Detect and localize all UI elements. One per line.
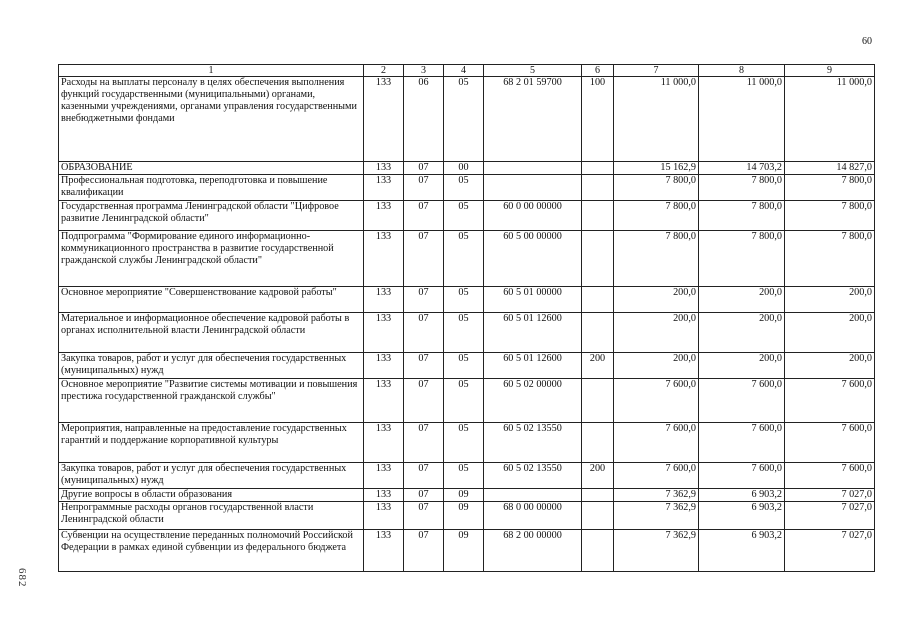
header-row (59, 65, 875, 77)
cell-code-3: 07 (404, 463, 444, 489)
cell-code-2: 133 (364, 313, 404, 353)
cell-amount-7: 7 800,0 (614, 201, 699, 231)
column-header: 8 (699, 65, 785, 77)
table-row (59, 162, 875, 175)
table-row (59, 287, 875, 313)
table-row (59, 353, 875, 379)
row-name: Закупка товаров, работ и услуг для обеспечения государственных (муниципальных) нужд (59, 353, 364, 379)
column-header: 6 (582, 65, 614, 77)
cell-code-2: 133 (364, 77, 404, 162)
cell-code-2: 133 (364, 502, 404, 530)
page-number: 60 (862, 36, 872, 47)
cell-code-5 (484, 489, 582, 502)
cell-code-4: 09 (444, 489, 484, 502)
cell-code-4: 05 (444, 231, 484, 287)
cell-amount-8: 7 800,0 (699, 175, 785, 201)
cell-code-6: 200 (582, 353, 614, 379)
cell-code-6 (582, 379, 614, 423)
cell-amount-9: 7 800,0 (785, 201, 875, 231)
cell-amount-7: 7 800,0 (614, 175, 699, 201)
cell-amount-9: 7 800,0 (785, 175, 875, 201)
cell-code-4: 05 (444, 313, 484, 353)
cell-code-6 (582, 530, 614, 572)
cell-amount-8: 7 800,0 (699, 231, 785, 287)
cell-code-6 (582, 287, 614, 313)
cell-code-2: 133 (364, 530, 404, 572)
table-row (59, 313, 875, 353)
cell-code-3: 07 (404, 353, 444, 379)
cell-amount-8: 200,0 (699, 313, 785, 353)
cell-code-5: 60 5 01 00000 (484, 287, 582, 313)
column-header: 1 (59, 65, 364, 77)
table-row (59, 231, 875, 287)
cell-code-5: 60 5 02 13550 (484, 423, 582, 463)
table-row (59, 423, 875, 463)
cell-code-4: 09 (444, 502, 484, 530)
cell-amount-7: 7 362,9 (614, 502, 699, 530)
cell-code-6 (582, 231, 614, 287)
cell-amount-7: 200,0 (614, 353, 699, 379)
cell-code-5: 68 2 01 59700 (484, 77, 582, 162)
cell-code-4: 05 (444, 77, 484, 162)
cell-amount-9: 7 600,0 (785, 423, 875, 463)
cell-code-5: 60 0 00 00000 (484, 201, 582, 231)
row-name: Государственная программа Ленинградской области "Цифровое развитие Ленинградской области" (59, 201, 364, 231)
cell-code-2: 133 (364, 162, 404, 175)
cell-amount-9: 7 027,0 (785, 489, 875, 502)
cell-code-4: 05 (444, 175, 484, 201)
cell-amount-7: 7 600,0 (614, 463, 699, 489)
cell-code-6 (582, 313, 614, 353)
column-header: 5 (484, 65, 582, 77)
row-name: Субвенции на осуществление переданных полномочий Российской Федерации в рамках единой субвенции из федерального бюджета (59, 530, 364, 572)
cell-amount-8: 7 600,0 (699, 423, 785, 463)
cell-amount-7: 200,0 (614, 313, 699, 353)
cell-code-5: 60 5 01 12600 (484, 353, 582, 379)
row-name: Другие вопросы в области образования (59, 489, 364, 502)
row-name: ОБРАЗОВАНИЕ (59, 162, 364, 175)
row-name: Подпрограмма "Формирование единого информационно-коммуникационного пространства в развитие государственной гражданской службы Ленинградской области" (59, 231, 364, 287)
cell-code-3: 07 (404, 489, 444, 502)
cell-code-6 (582, 489, 614, 502)
cell-amount-9: 7 027,0 (785, 502, 875, 530)
cell-code-4: 05 (444, 423, 484, 463)
cell-code-2: 133 (364, 231, 404, 287)
cell-code-4: 05 (444, 463, 484, 489)
cell-code-6: 100 (582, 77, 614, 162)
table-row (59, 489, 875, 502)
column-header: 3 (404, 65, 444, 77)
cell-amount-7: 11 000,0 (614, 77, 699, 162)
table-row (59, 502, 875, 530)
cell-amount-8: 7 600,0 (699, 463, 785, 489)
cell-code-4: 09 (444, 530, 484, 572)
cell-code-2: 133 (364, 175, 404, 201)
row-name: Закупка товаров, работ и услуг для обеспечения государственных (муниципальных) нужд (59, 463, 364, 489)
column-header: 4 (444, 65, 484, 77)
cell-code-6 (582, 162, 614, 175)
cell-amount-7: 200,0 (614, 287, 699, 313)
cell-amount-8: 200,0 (699, 287, 785, 313)
cell-code-5: 68 0 00 00000 (484, 502, 582, 530)
column-header: 7 (614, 65, 699, 77)
cell-code-3: 07 (404, 201, 444, 231)
cell-code-3: 07 (404, 502, 444, 530)
cell-amount-9: 14 827,0 (785, 162, 875, 175)
cell-code-5: 60 5 02 13550 (484, 463, 582, 489)
cell-code-3: 07 (404, 423, 444, 463)
cell-code-3: 07 (404, 530, 444, 572)
cell-code-3: 07 (404, 287, 444, 313)
cell-amount-9: 11 000,0 (785, 77, 875, 162)
cell-code-3: 07 (404, 379, 444, 423)
cell-code-6 (582, 201, 614, 231)
cell-code-2: 133 (364, 379, 404, 423)
table-row (59, 175, 875, 201)
row-name: Мероприятия, направленные на предоставление государственных гарантий и поддержание корпоративной культуры (59, 423, 364, 463)
cell-code-5 (484, 162, 582, 175)
side-stamp-mark: 682 (16, 568, 28, 588)
cell-code-3: 07 (404, 231, 444, 287)
cell-amount-7: 7 362,9 (614, 530, 699, 572)
row-name: Основное мероприятие "Совершенствование кадровой работы" (59, 287, 364, 313)
cell-code-5 (484, 175, 582, 201)
cell-amount-8: 6 903,2 (699, 489, 785, 502)
cell-amount-7: 7 800,0 (614, 231, 699, 287)
cell-amount-9: 7 027,0 (785, 530, 875, 572)
cell-code-5: 60 5 02 00000 (484, 379, 582, 423)
table-row (59, 379, 875, 423)
cell-amount-7: 7 362,9 (614, 489, 699, 502)
cell-amount-8: 11 000,0 (699, 77, 785, 162)
row-name: Профессиональная подготовка, переподготовка и повышение квалификации (59, 175, 364, 201)
cell-amount-7: 7 600,0 (614, 423, 699, 463)
cell-code-4: 05 (444, 353, 484, 379)
cell-code-6 (582, 423, 614, 463)
cell-amount-8: 6 903,2 (699, 530, 785, 572)
cell-amount-9: 7 600,0 (785, 463, 875, 489)
row-name: Расходы на выплаты персоналу в целях обеспечения выполнения функций государственными (муниципальными) органами, казенными учреждениями, органами управления государственными внебюджетными фондами (59, 77, 364, 162)
table-row (59, 77, 875, 162)
column-header: 9 (785, 65, 875, 77)
cell-amount-7: 7 600,0 (614, 379, 699, 423)
cell-amount-8: 200,0 (699, 353, 785, 379)
cell-amount-8: 7 800,0 (699, 201, 785, 231)
cell-amount-9: 200,0 (785, 287, 875, 313)
cell-amount-9: 200,0 (785, 353, 875, 379)
cell-code-6 (582, 175, 614, 201)
cell-amount-8: 14 703,2 (699, 162, 785, 175)
cell-code-3: 07 (404, 162, 444, 175)
cell-code-6 (582, 502, 614, 530)
column-header: 2 (364, 65, 404, 77)
cell-code-2: 133 (364, 201, 404, 231)
row-name: Материальное и информационное обеспечение кадровой работы в органах исполнительной власти Ленинградской области (59, 313, 364, 353)
cell-amount-9: 7 600,0 (785, 379, 875, 423)
cell-code-2: 133 (364, 353, 404, 379)
cell-code-4: 05 (444, 287, 484, 313)
cell-code-2: 133 (364, 463, 404, 489)
cell-code-4: 05 (444, 379, 484, 423)
cell-code-3: 06 (404, 77, 444, 162)
cell-code-5: 60 5 01 12600 (484, 313, 582, 353)
budget-table (58, 64, 875, 572)
table-row (59, 463, 875, 489)
table-row (59, 530, 875, 572)
cell-code-6: 200 (582, 463, 614, 489)
cell-code-3: 07 (404, 313, 444, 353)
cell-code-3: 07 (404, 175, 444, 201)
table-row (59, 201, 875, 231)
row-name: Непрограммные расходы органов государственной власти Ленинградской области (59, 502, 364, 530)
cell-code-4: 00 (444, 162, 484, 175)
row-name: Основное мероприятие "Развитие системы мотивации и повышения престижа государственной гражданской службы" (59, 379, 364, 423)
cell-amount-9: 200,0 (785, 313, 875, 353)
cell-code-4: 05 (444, 201, 484, 231)
cell-code-2: 133 (364, 489, 404, 502)
cell-amount-8: 6 903,2 (699, 502, 785, 530)
cell-code-5: 68 2 00 00000 (484, 530, 582, 572)
cell-amount-8: 7 600,0 (699, 379, 785, 423)
cell-amount-7: 15 162,9 (614, 162, 699, 175)
cell-code-2: 133 (364, 423, 404, 463)
cell-code-5: 60 5 00 00000 (484, 231, 582, 287)
cell-amount-9: 7 800,0 (785, 231, 875, 287)
cell-code-2: 133 (364, 287, 404, 313)
